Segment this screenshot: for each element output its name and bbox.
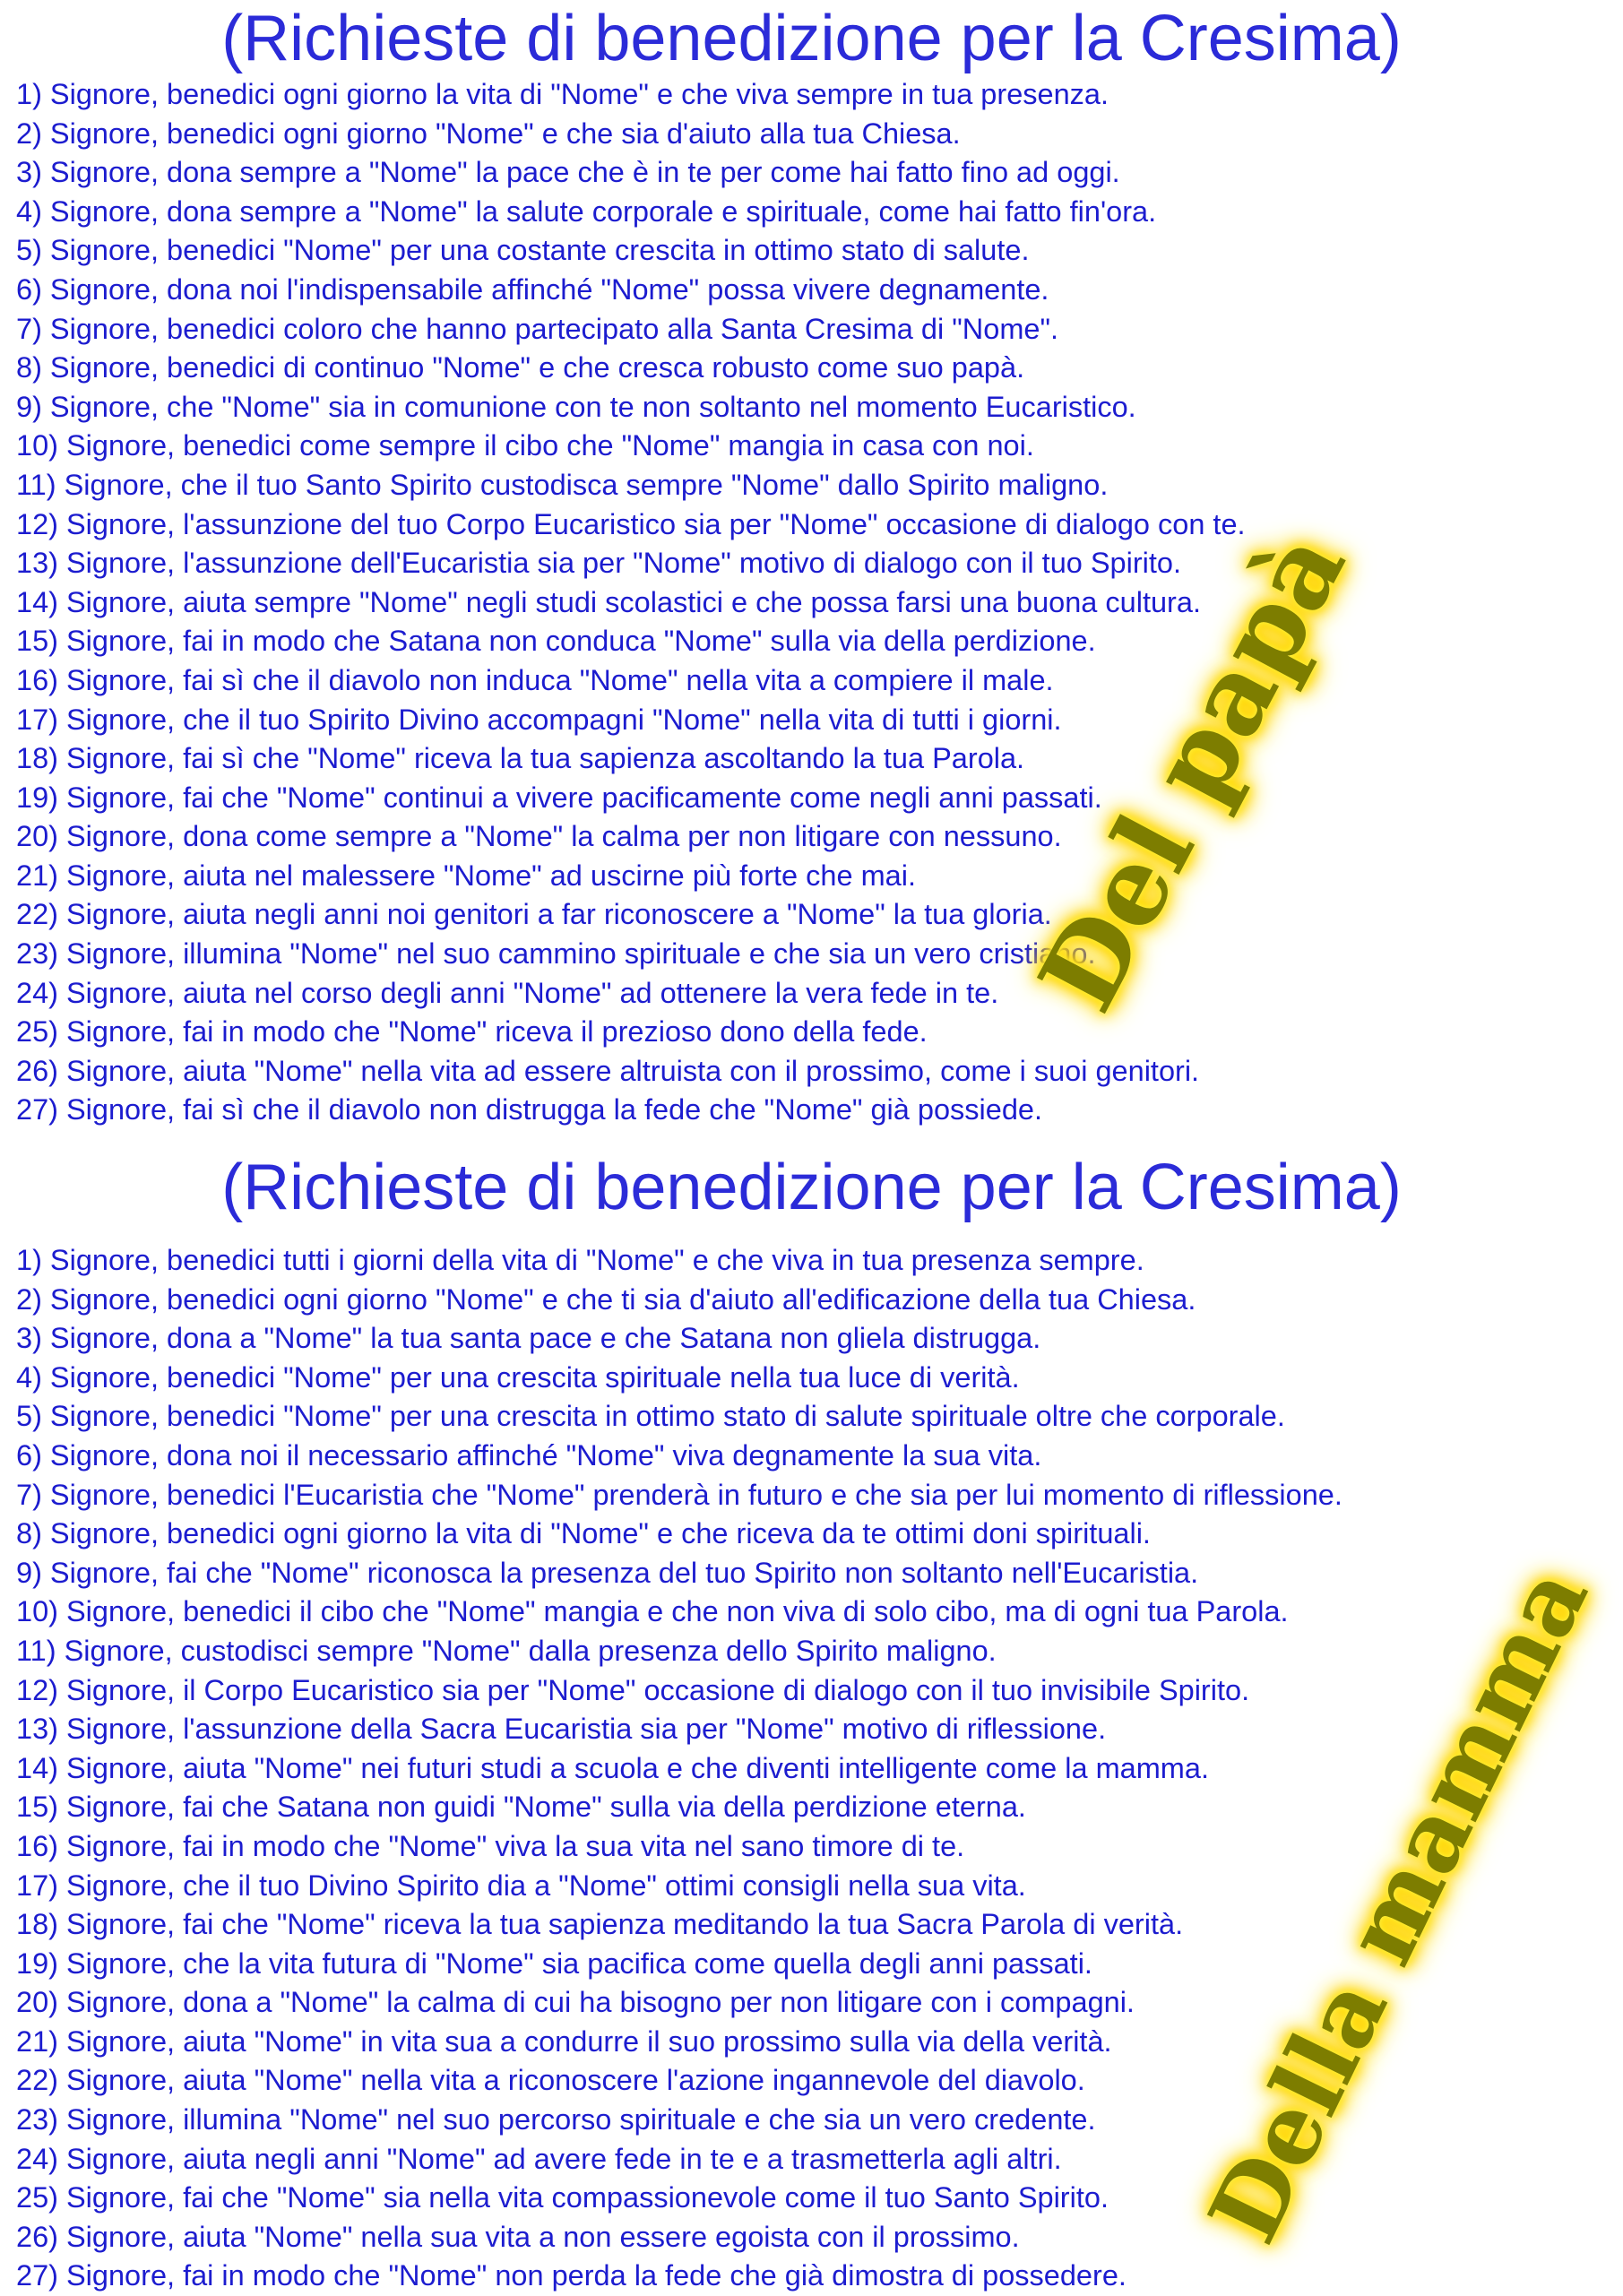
list-item: 10) Signore, benedici il cibo che "Nome" mangia e che non viva di solo cibo, ma di ogni tua Parola.: [16, 1595, 1289, 1628]
list-item: 16) Signore, fai sì che il diavolo non induca "Nome" nella vita a compiere il male.: [16, 663, 1054, 696]
list-item: 5) Signore, benedici "Nome" per una costante crescita in ottimo stato di salute.: [16, 234, 1030, 267]
list-item: 18) Signore, fai che "Nome" riceva la tua sapienza meditando la tua Sacra Parola di verità.: [16, 1908, 1184, 1941]
list-item: 8) Signore, benedici di continuo "Nome" e che cresca robusto come suo papà.: [16, 351, 1025, 384]
list-item: 25) Signore, fai che "Nome" sia nella vita compassionevole come il tuo Santo Spirito.: [16, 2181, 1109, 2214]
list-item: 26) Signore, aiuta "Nome" nella sua vita a non essere egoista con il prossimo.: [16, 2220, 1020, 2253]
list-item: 23) Signore, illumina "Nome" nel suo cammino spirituale e che sia un vero cristiano.: [16, 937, 1096, 971]
list-item: 13) Signore, l'assunzione della Sacra Eucaristia sia per "Nome" motivo di riflessione.: [16, 1713, 1107, 1746]
list-item: 7) Signore, benedici coloro che hanno partecipato alla Santa Cresima di "Nome".: [16, 312, 1059, 345]
list-item: 6) Signore, dona noi l'indispensabile affinché "Nome" possa vivere degnamente.: [16, 272, 1049, 306]
list-item: 2) Signore, benedici ogni giorno "Nome" e che sia d'aiuto alla tua Chiesa.: [16, 117, 961, 150]
list-item: 27) Signore, fai in modo che "Nome" non perda la fede che già dimostra di possedere.: [16, 2259, 1127, 2292]
list-item: 1) Signore, benedici ogni giorno la vita di "Nome" e che viva sempre in tua presenza.: [16, 78, 1109, 110]
list-item: 15) Signore, fai in modo che Satana non conduca "Nome" sulla via della perdizione.: [16, 625, 1096, 658]
list-item: 12) Signore, l'assunzione del tuo Corpo Eucaristico sia per "Nome" occasione di dialogo con te.: [16, 507, 1246, 540]
list-item: 13) Signore, l'assunzione dell'Eucaristia sia per "Nome" motivo di dialogo con il tuo Spirito.: [16, 547, 1182, 580]
section2-list: [16, 1241, 1342, 2296]
signature-mamma: Della mamma: [1187, 1549, 1610, 2259]
list-item: 14) Signore, aiuta sempre "Nome" negli studi scolastici e che possa farsi una buona cultura.: [16, 585, 1201, 618]
signature-papa: Del papà: [1014, 511, 1369, 1031]
list-item: 12) Signore, il Corpo Eucaristico sia per "Nome" occasione di dialogo con il tuo invisibile Spirito.: [16, 1673, 1250, 1706]
list-item: 20) Signore, dona a "Nome" la calma di cui ha bisogno per non litigare con i compagni.: [16, 1986, 1135, 2019]
list-item: 4) Signore, dona sempre a "Nome" la salute corporale e spirituale, come hai fatto fin'ora.: [16, 194, 1157, 228]
list-item: 4) Signore, benedici "Nome" per una crescita spirituale nella tua luce di verità.: [16, 1360, 1020, 1394]
list-item: 3) Signore, dona sempre a "Nome" la pace che è in te per come hai fatto fino ad oggi.: [16, 156, 1120, 189]
section2-title: (Richieste di benedizione per la Cresima): [221, 1152, 1402, 1223]
list-item: 19) Signore, fai che "Nome" continui a vivere pacificamente come negli anni passati.: [16, 781, 1102, 814]
list-item: 19) Signore, che la vita futura di "Nome" sia pacifica come quella degli anni passati.: [16, 1946, 1092, 1980]
list-item: 22) Signore, aiuta "Nome" nella vita a riconoscere l'azione ingannevole del diavolo.: [16, 2064, 1085, 2097]
list-item: 21) Signore, aiuta nel malessere "Nome" ad uscirne più forte che mai.: [16, 859, 916, 892]
list-item: 23) Signore, illumina "Nome" nel suo percorso spirituale e che sia un vero credente.: [16, 2103, 1096, 2136]
list-item: 14) Signore, aiuta "Nome" nei futuri studi a scuola e che diventi intelligente come la mamma.: [16, 1751, 1209, 1784]
list-item: 9) Signore, fai che "Nome" riconosca la presenza del tuo Spirito non soltanto nell'Eucaristia.: [16, 1556, 1199, 1589]
list-item: 9) Signore, che "Nome" sia in comunione con te non soltanto nel momento Eucaristico.: [16, 390, 1136, 423]
list-item: 1) Signore, benedici tutti i giorni della vita di "Nome" e che viva in tua presenza sempre.: [16, 1244, 1144, 1276]
list-item: 5) Signore, benedici "Nome" per una crescita in ottimo stato di salute spirituale oltre che corporale.: [16, 1400, 1285, 1433]
list-item: 8) Signore, benedici ogni giorno la vita di "Nome" e che riceva da te ottimi doni spirituali.: [16, 1517, 1151, 1550]
list-item: 27) Signore, fai sì che il diavolo non distrugga la fede che "Nome" già possiede.: [16, 1093, 1043, 1126]
list-item: 3) Signore, dona a "Nome" la tua santa pace e che Satana non gliela distrugga.: [16, 1322, 1041, 1355]
list-item: 16) Signore, fai in modo che "Nome" viva la sua vita nel sano timore di te.: [16, 1829, 965, 1862]
list-item: 6) Signore, dona noi il necessario affinché "Nome" viva degnamente la sua vita.: [16, 1438, 1042, 1472]
list-item: 11) Signore, che il tuo Santo Spirito custodisca sempre "Nome" dallo Spirito maligno.: [16, 468, 1109, 501]
list-item: 24) Signore, aiuta negli anni "Nome" ad avere fede in te e a trasmetterla agli altri.: [16, 2142, 1062, 2175]
list-item: 24) Signore, aiuta nel corso degli anni "Nome" ad ottenere la vera fede in te.: [16, 976, 999, 1009]
list-item: 11) Signore, custodisci sempre "Nome" dalla presenza dello Spirito maligno.: [16, 1634, 997, 1667]
list-item: 7) Signore, benedici l'Eucaristia che "Nome" prenderà in futuro e che sia per lui momento di riflessione.: [16, 1478, 1342, 1511]
list-item: 25) Signore, fai in modo che "Nome" riceva il prezioso dono della fede.: [16, 1015, 928, 1049]
list-item: 21) Signore, aiuta "Nome" in vita sua a condurre il suo prossimo sulla via della verità.: [16, 2024, 1112, 2058]
section1-title: (Richieste di benedizione per la Cresima): [221, 3, 1402, 74]
list-item: 20) Signore, dona come sempre a "Nome" la calma per non litigare con nessuno.: [16, 820, 1062, 853]
list-item: 22) Signore, aiuta negli anni noi genitori a far riconoscere a "Nome" la tua gloria.: [16, 898, 1052, 931]
list-item: 26) Signore, aiuta "Nome" nella vita ad essere altruista con il prossimo, come i suoi genitori.: [16, 1054, 1200, 1087]
list-item: 10) Signore, benedici come sempre il cibo che "Nome" mangia in casa con noi.: [16, 429, 1034, 462]
list-item: 18) Signore, fai sì che "Nome" riceva la tua sapienza ascoltando la tua Parola.: [16, 742, 1025, 775]
list-item: 17) Signore, che il tuo Spirito Divino accompagni "Nome" nella vita di tutti i giorni.: [16, 703, 1062, 736]
list-item: 17) Signore, che il tuo Divino Spirito dia a "Nome" ottimi consigli nella sua vita.: [16, 1869, 1026, 1902]
list-item: 2) Signore, benedici ogni giorno "Nome" e che ti sia d'aiuto all'edificazione della tua Chiesa.: [16, 1282, 1196, 1316]
list-item: 15) Signore, fai che Satana non guidi "Nome" sulla via della perdizione eterna.: [16, 1791, 1026, 1824]
